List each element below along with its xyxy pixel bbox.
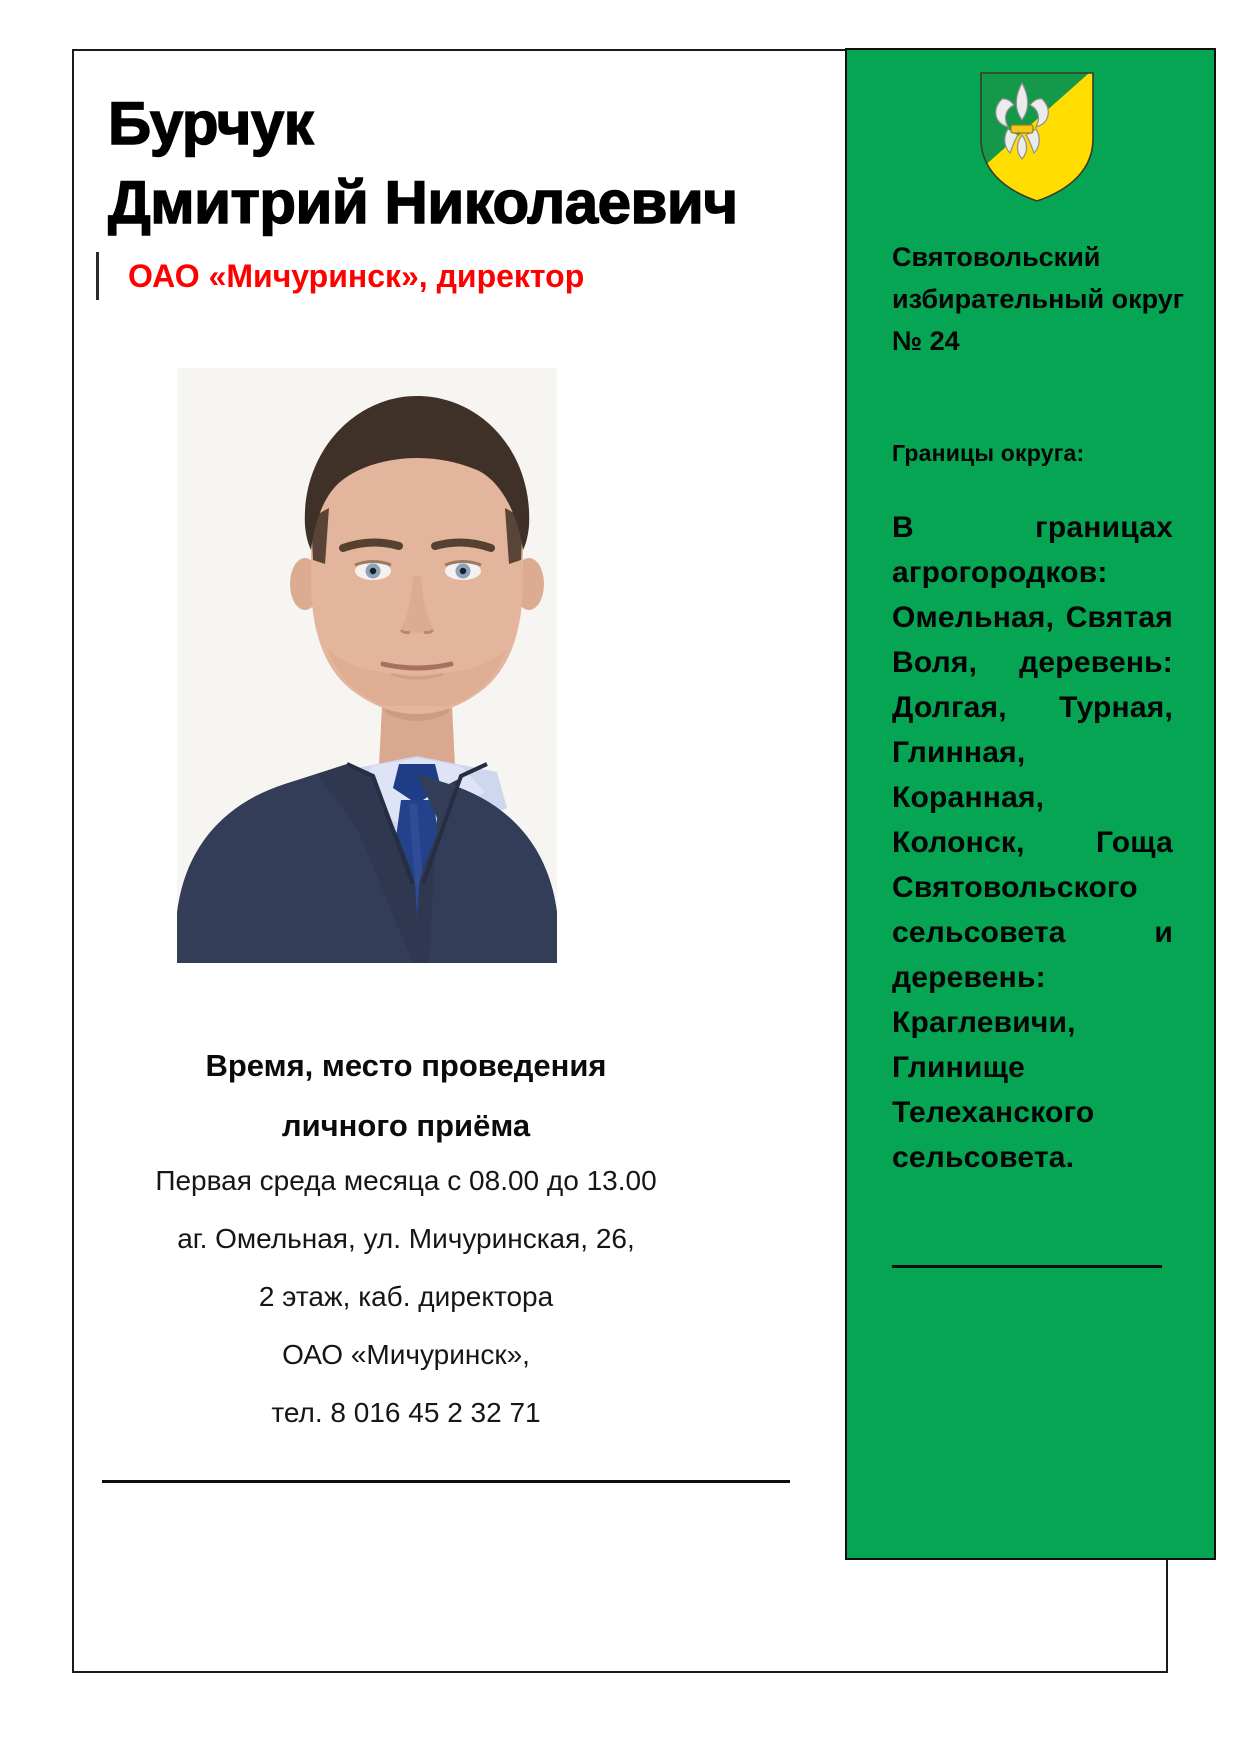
reception-title	[100, 1036, 712, 1156]
reception-details	[100, 1152, 712, 1442]
borders-label: Границы округа:	[892, 440, 1085, 466]
reception-title-line1: Время, место проведения	[205, 1048, 607, 1083]
candidate-position: ОАО «Мичуринск», директор	[128, 258, 585, 294]
district-sidebar	[845, 48, 1216, 1560]
borders-text: В границах агрогородков: Омельная, Святая Воля, деревень: Долгая, Турная, Глинная, Коранная, Колонск, Гоща Святовольского сельсовета и деревень: Краглевичи, Глинище Телеханского сельсовета.	[892, 511, 1173, 1174]
signature-line	[102, 1452, 790, 1483]
reception-phone: тел. 8 016 45 2 32 71	[271, 1397, 541, 1428]
reception-address: аг. Омельная, ул. Мичуринская, 26,	[177, 1223, 635, 1254]
reception-schedule: Первая среда месяца с 08.00 до 13.00	[155, 1165, 657, 1196]
accent-bar	[96, 252, 99, 300]
coat-of-arms	[977, 69, 1097, 205]
reception-organization: ОАО «Мичуринск»,	[282, 1339, 530, 1370]
portrait-illustration	[177, 368, 557, 963]
reception-title-line2: личного приёма	[281, 1108, 531, 1143]
sidebar-signature-line	[892, 1237, 1162, 1268]
district-name: Святовольский избирательный округ № 24	[892, 242, 1184, 356]
candidate-name	[108, 84, 808, 242]
candidate-first-patronymic: Дмитрий Николаевич	[108, 169, 738, 236]
reception-floor: 2 этаж, каб. директора	[258, 1281, 554, 1312]
candidate-last-name: Бурчук	[108, 90, 314, 157]
fleur-de-lis-shield-icon	[977, 69, 1097, 205]
candidate-photo	[177, 368, 557, 963]
